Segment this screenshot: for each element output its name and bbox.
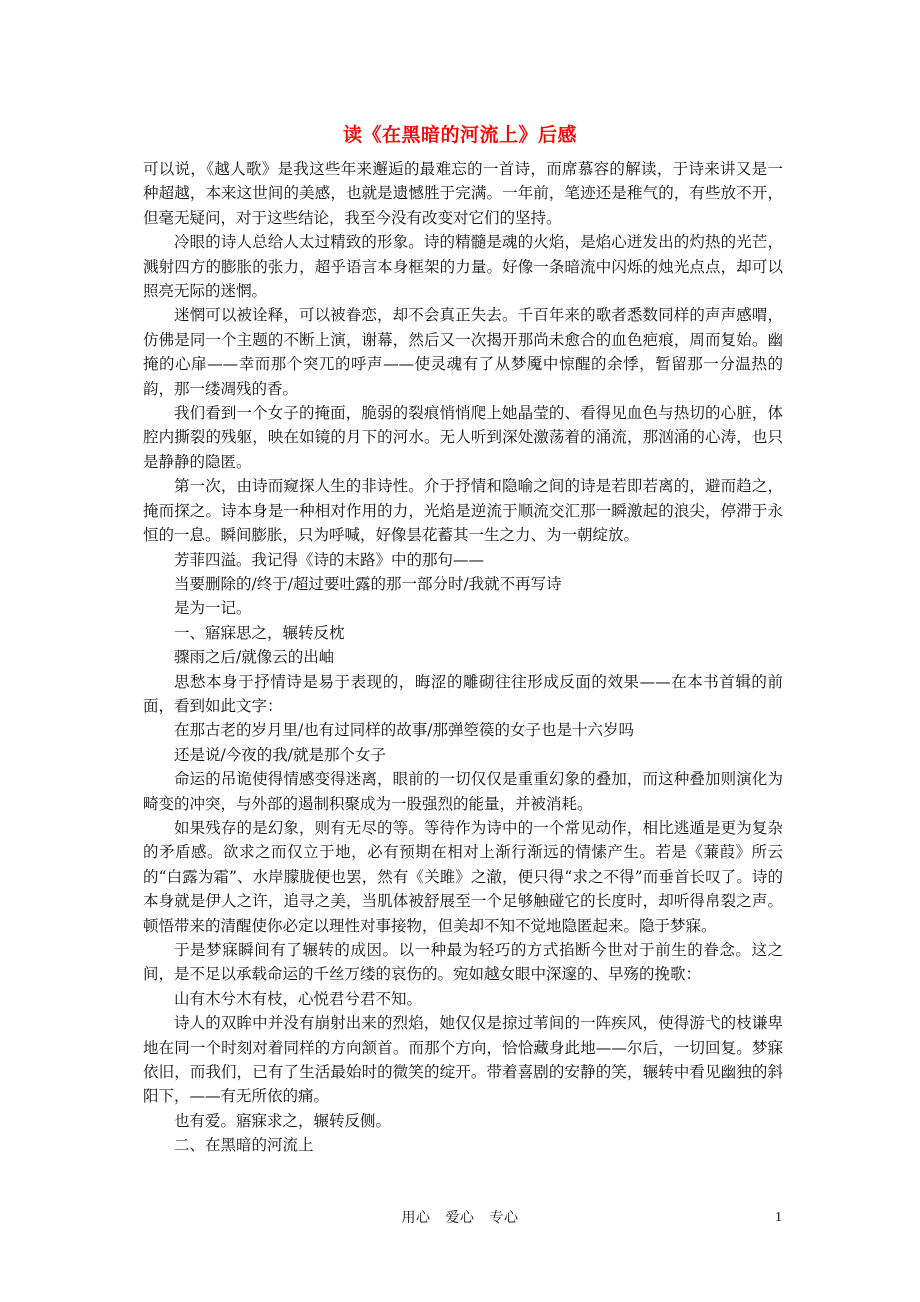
paragraph: 思愁本身于抒情诗是易于表现的，晦涩的雕砌往往形成反面的效果——在本书首辑的前面，看到如此文字： — [143, 672, 783, 715]
paragraph: 也有爱。寤寐求之，辗转反侧。 — [174, 1111, 392, 1130]
paragraph: 芳菲四溢。我记得《诗的末路》中的那句—— — [174, 550, 485, 569]
poem-quote: 骤雨之后/就像云的出岫 — [174, 648, 335, 667]
paragraph: 诗人的双眸中并没有崩射出来的烈焰，她仅仅是掠过苇间的一阵疾风，使得游弋的枝谦卑地在同一个时刻对着同样的方向颔首。而那个方向，恰恰藏身此地——尔后，一切回复。梦寐依旧，而我们，已有了生活最始时的微笑的绽开。带着喜剧的安静的笑，辗转中看见幽独的斜阳下，——有无所依的痛。 — [143, 1014, 783, 1106]
paragraph: 可以说，《越人歌》是我这些年来邂逅的最难忘的一首诗，而席慕容的解读，于诗来讲又是一种超越，本来这世间的美感，也就是遗憾胜于完满。一年前，笔迹还是稚气的，有些放不开，但毫无疑问，对于这些结论，我至今没有改变对它们的坚持。 — [143, 160, 783, 227]
poem-quote: 在那古老的岁月里/也有过同样的故事/那弹箜篌的女子也是十六岁吗 — [174, 721, 634, 740]
poem-quote: 当要删除的/终于/超过要吐露的那一部分时/我就不再写诗 — [174, 574, 562, 593]
page-number: 1 — [775, 1210, 782, 1225]
paragraph: 第一次，由诗而窥探人生的非诗性。介于抒情和隐喻之间的诗是若即若离的，避而趋之，掩而探之。诗本身是一种相对作用的力，光焰是逆流于顺流交汇那一瞬激起的浪尖，停滞于永恒的一息。瞬间膨胀，只为呼喊，好像昙花蓄其一生之力、为一朝绽放。 — [143, 477, 783, 545]
section-heading: 一、寤寐思之，辗转反枕 — [174, 623, 345, 642]
paragraph: 命运的吊诡使得情感变得迷离，眼前的一切仅仅是重重幻象的叠加，而这种叠加则演化为畸变的冲突，与外部的遏制积聚成为一股强烈的能量，并被消耗。 — [143, 770, 783, 813]
paragraph: 于是梦寐瞬间有了辗转的成因。以一种最为轻巧的方式掐断今世对于前生的眷念。这之间，是不足以承载命运的千丝万缕的哀伤的。宛如越女眼中深邃的、早殇的挽歌： — [143, 941, 783, 984]
paragraph: 是为一记。 — [174, 599, 252, 618]
paragraph: 冷眼的诗人总给人太过精致的形象。诗的精髓是魂的火焰，是焰心迸发出的灼热的光芒，溅射四方的膨胀的张力，超乎语言本身框架的力量。好像一条暗流中闪烁的烛光点点，却可以照亮无际的迷惘。 — [143, 233, 783, 301]
poem-quote: 山有木兮木有枝，心悦君兮君不知。 — [174, 989, 423, 1008]
document-body — [143, 157, 783, 1158]
document-title: 读《在黑暗的河流上》后感 — [342, 124, 577, 146]
paragraph: 迷惘可以被诠释，可以被眷恋，却不会真正失去。千百年来的歌者悉数同样的声声感喟，仿佛是同一个主题的不断上演，谢幕，然后又一次揭开那尚未愈合的血色疤痕，周而复始。幽掩的心扉——幸而那个突兀的呼声——使灵魂有了从梦魇中惊醒的余悸，暂留那一分温热的韵，那一缕凋残的香。 — [143, 306, 783, 398]
page-footer — [0, 1208, 920, 1228]
section-heading: 二、在黑暗的河流上 — [174, 1136, 314, 1155]
poem-quote: 还是说/今夜的我/就是那个女子 — [174, 745, 386, 764]
paragraph: 我们看到一个女子的掩面，脆弱的裂痕悄悄爬上她晶莹的、看得见血色与热切的心脏，体腔内撕裂的残躯，映在如镜的月下的河水。无人听到深处激荡着的涌流，那汹涌的心涛，也只是静静的隐匿。 — [143, 404, 783, 471]
footer-motto: 用心 爱心 专心 — [401, 1210, 519, 1226]
paragraph: 如果残存的是幻象，则有无尽的等。等待作为诗中的一个常见动作，相比逃遁是更为复杂的矛盾感。欲求之而仅立于地，必有预期在相对上渐行渐远的情愫产生。若是《蒹葭》所云的“白露为霜”、水岸朦胧便也罢，然有《关雎》之澈，便只得“求之不得”而垂首长叹了。诗的本身就是伊人之许，追寻之美，当肌体被舒展至一个足够触碰它的长度时，却听得帛裂之声。顿悟带来的清醒使你必定以理性对事接物，但美却不知不觉地隐匿起来。隐于梦寐。 — [143, 818, 783, 935]
